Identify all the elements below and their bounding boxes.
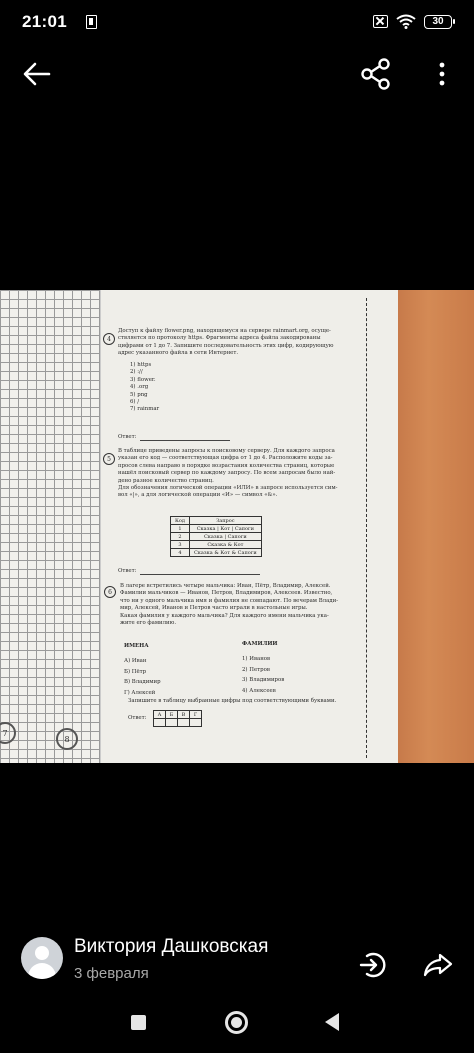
recent-apps-button[interactable]: [131, 1015, 146, 1030]
status-time: 21:01: [22, 12, 67, 31]
photo-viewer-image[interactable]: [0, 290, 474, 763]
table-row: 1 Сказка | Кот | Сапоги: [171, 525, 262, 533]
system-back-button[interactable]: [325, 1013, 339, 1031]
system-nav-bar: [0, 996, 474, 1053]
forward-arrow-icon: [423, 952, 453, 978]
sheet-dashed-edge: [366, 298, 367, 758]
go-to-message-icon: [359, 951, 389, 979]
go-to-message-button[interactable]: [352, 943, 396, 987]
table-row: А Б В Г: [154, 711, 202, 719]
wooden-desk: [398, 290, 474, 763]
question-6-number: 6: [104, 586, 116, 598]
sender-name[interactable]: Виктория Дашковская: [74, 936, 269, 957]
home-button[interactable]: [225, 1011, 248, 1034]
table-row: [154, 719, 202, 727]
avatar[interactable]: [21, 937, 63, 979]
forward-button[interactable]: [416, 943, 460, 987]
more-options-button[interactable]: [420, 52, 464, 96]
no-signal-icon: [373, 15, 388, 28]
question-5-table: [170, 516, 262, 557]
wifi-icon: [396, 14, 416, 29]
battery-icon: 30: [424, 15, 452, 29]
question-6-answer-table: [153, 710, 202, 727]
more-vertical-icon: [438, 62, 446, 86]
message-date: 3 февраля: [74, 965, 149, 982]
sim-card-icon: [86, 15, 97, 29]
arrow-left-icon: [23, 62, 51, 86]
question-6-text: В лагере встретились четыре мальчика: Иван, Пётр, Владимир, Алексей. Фамилии мальчиков — Иванов, Петров, Владимиров, Алексеев. Известно, что ни у одного мальчика имя и фамилия не совпадают. По вечерам Влади- мир, Алексей, Иванов и Петров часто играли в настольные игры. Какая фамилия у каждого мальчика? Для каждого имени мальчика ука- жите его фамилию.: [120, 583, 339, 627]
question-6-answer-label: Ответ:: [128, 715, 147, 721]
names-heading: ИМЕНА: [124, 643, 149, 649]
page-number-right: 8: [56, 728, 78, 750]
question-4-options: 1) https 2) :// 3) flower. 4) .org 5) png 6) / 7) rainmar: [130, 362, 160, 413]
table-row: 2 Сказка | Сапоги: [171, 533, 262, 541]
share-button[interactable]: [354, 52, 398, 96]
share-icon: [361, 58, 391, 90]
graph-paper-page: [0, 290, 100, 763]
question-5-answer: Ответ:: [118, 568, 260, 575]
surnames-list: 1) Иванов 2) Петров 3) Владимиров 4) Алексеев: [242, 656, 285, 694]
page-number-left: 7: [0, 722, 16, 744]
table-row: 3 Сказка & Кот: [171, 541, 262, 549]
table-header-row: Код Запрос: [171, 517, 262, 525]
status-icons: [373, 14, 452, 29]
surnames-heading: ФАМИЛИИ: [242, 641, 278, 647]
status-bar: [0, 0, 474, 44]
question-4-number: 4: [103, 333, 115, 345]
app-bar: [0, 44, 474, 104]
question-6-instruction: Запишите в таблицу выбранные цифры под соответствующими буквами.: [128, 698, 337, 704]
question-5-number: 5: [103, 453, 115, 465]
back-button[interactable]: [15, 52, 59, 96]
names-list: А) Иван Б) Пётр В) Владимир Г) Алексей: [124, 658, 161, 696]
question-5-text: В таблице приведены запросы к поисковому серверу. Для каждого запроса указан его код — соответствующая цифра от 1 до 4. Расположите коды за- просов слева направо в порядке возрастания количества страниц, которые нашёл поисковый сервер по каждому запросу. По всем запросам было най- дено разное количество страниц. Для обозначения логической операции «ИЛИ» в запросе используется сим- вол «|», а для логической операции «И» — символ «&».: [118, 448, 338, 499]
question-4-answer: Ответ:: [118, 434, 230, 441]
message-info-bar: [0, 925, 474, 995]
question-4-text: Доступ к файлу flower.png, находящемуся на сервере rainmart.org, осуще- ствляется по протоколу https. Фрагменты адреса файла закодированы цифрами от 1 до 7. Запишите последовательность этих цифр, кодирующую адрес указанного файла в сети Интернет.: [118, 328, 334, 357]
table-row: 4 Сказка & Кот & Сапоги: [171, 549, 262, 557]
